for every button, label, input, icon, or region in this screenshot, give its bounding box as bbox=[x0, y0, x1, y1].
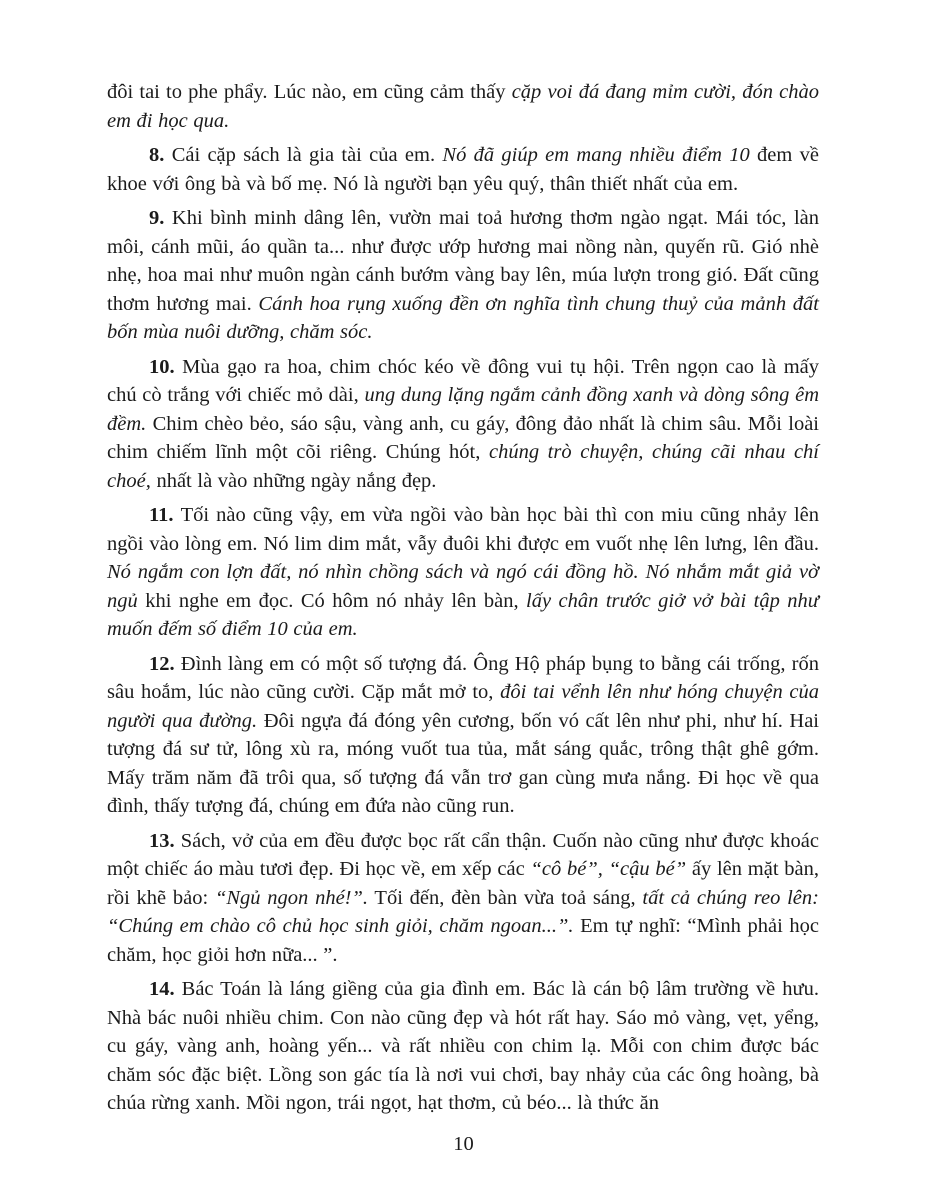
text-run: Khi bình minh dâng lên, vườn mai toả hương thơm ngào ngạt. Mái tóc, làn môi, cánh mũi, áo quần ta... như được ướp hương mai nồng nàn, quyến rũ. Gió nhè nhẹ, hoa mai như muôn ngàn cánh bướm vàng bay lên, múa lượn trong gió. Đất cũng thơm hương mai. bbox=[107, 207, 820, 315]
paragraph bbox=[107, 501, 819, 644]
text-run: Chim chèo bẻo, sáo sậu, vàng anh, cu gáy, đông đảo nhất là chim sâu. Mỗi loài chim chiếm lĩnh một cõi riêng. Chúng hót, bbox=[107, 412, 819, 463]
text-column bbox=[107, 78, 819, 1124]
italic-text-run: chúng trò chuyện, chúng cãi nhau chí choé, bbox=[107, 441, 819, 492]
paragraph bbox=[107, 204, 819, 347]
italic-text-run: Cánh hoa rụng xuống đền ơn nghĩa tình chung thuỷ của mảnh đất bốn mùa nuôi dưỡng, chăm sóc. bbox=[107, 292, 819, 343]
text-run: đôi tai to phe phẩy. Lúc nào, em cũng cảm thấy bbox=[107, 81, 512, 103]
text-run: Cái cặp sách là gia tài của em. bbox=[171, 144, 443, 166]
italic-text-run: tất cả chúng reo lên: “Chúng em chào cô chủ học sinh giỏi, chăm ngoan...”. bbox=[107, 886, 819, 937]
paragraph bbox=[107, 78, 819, 135]
italic-text-run: “cô bé”, “cậu bé” bbox=[530, 858, 687, 880]
text-run: Bác Toán là láng giềng của gia đình em. Bác là cán bộ lâm trường về hưu. Nhà bác nuôi nhiều chim. Con nào cũng đẹp và hót rất hay. Sáo mỏ vàng, vẹt, yểng, cu gáy, vàng anh, hoàng yến... và rất nhiều con chim lạ. Mỗi con chim được bác chăm sóc đặc biệt. Lồng son gác tía là nơi vui chơi, bay nhảy của các ông hoàng, bà chúa rừng xanh. Mồi ngon, trái ngọt, hạt thơm, củ béo... là thức ăn bbox=[107, 978, 820, 1114]
paragraph-number: 11. bbox=[149, 504, 181, 526]
italic-text-run: đôi tai vểnh lên như hóng chuyện của người qua đường. bbox=[107, 681, 820, 732]
text-run: khi nghe em đọc. Có hôm nó nhảy lên bàn, bbox=[137, 589, 527, 612]
text-run: Đôi ngựa đá đóng yên cương, bốn vó cất lên như phi, như hí. Hai tượng đá sư tử, lông xù ra, móng vuốt tua tủa, mắt sáng quắc, trông thật ghê gớm. Mấy trăm năm đã trôi qua, số tượng đá vẫn trơ gan cùng mưa nắng. Đi học về qua đình, thấy tượng đá, chúng em đứa nào cũng run. bbox=[107, 709, 819, 817]
paragraph-number: 14. bbox=[149, 978, 182, 1000]
italic-text-run: Nó đã giúp em mang nhiều điểm 10 bbox=[442, 144, 750, 166]
paragraph-number: 8. bbox=[149, 144, 172, 166]
text-run: Mùa gạo ra hoa, chim chóc kéo về đông vui tụ hội. Trên ngọn cao là mấy chú cò trắng với chiếc mỏ dài, bbox=[107, 355, 819, 406]
italic-text-run: lấy chân trước giở vở bài tập như muốn đếm số điểm 10 của em. bbox=[107, 589, 819, 640]
paragraph-number: 10. bbox=[149, 355, 183, 378]
italic-text-run: Nó ngắm con lợn đất, nó nhìn chồng sách và ngó cái đồng hồ. Nó nhắm mắt giả vờ ngủ bbox=[107, 561, 819, 612]
text-run: đem về khoe với ông bà và bố mẹ. Nó là người bạn yêu quý, thân thiết nhất của em. bbox=[107, 144, 819, 195]
italic-text-run: cặp voi đá đang mỉm cười, đón chào em đi học qua. bbox=[107, 81, 819, 132]
text-run: Tối nào cũng vậy, em vừa ngồi vào bàn học bài thì con miu cũng nhảy lên ngồi vào lòng em. Nó lim dim mắt, vẫy đuôi khi được em vuốt nhẹ lên lưng, lên đầu. bbox=[107, 504, 819, 555]
paragraph-number: 12. bbox=[149, 652, 181, 675]
paragraph bbox=[107, 650, 819, 821]
paragraph bbox=[107, 827, 819, 970]
text-run: Tối đến, đèn bàn vừa toả sáng, bbox=[368, 886, 643, 909]
page-number: 10 bbox=[453, 1133, 474, 1155]
text-run: Em tự nghĩ: “Mình phải học chăm, học giỏi hơn nữa... ”. bbox=[107, 915, 819, 966]
italic-text-run: ung dung lặng ngắm cảnh đồng xanh và dòng sông êm đềm. bbox=[107, 384, 819, 435]
paragraph bbox=[107, 975, 819, 1118]
paragraph bbox=[107, 353, 819, 496]
paragraph-number: 13. bbox=[149, 829, 181, 852]
italic-text-run: “Ngủ ngon nhé!”. bbox=[214, 886, 369, 909]
text-run: Sách, vở của em đều được bọc rất cẩn thận. Cuốn nào cũng như được khoác một chiếc áo màu tươi đẹp. Đi học về, em xếp các bbox=[107, 829, 820, 880]
text-run: nhất là vào những ngày nắng đẹp. bbox=[150, 469, 437, 492]
paragraph-number: 9. bbox=[149, 207, 172, 229]
text-run: Đình làng em có một số tượng đá. Ông Hộ pháp bụng to bằng cái trống, rốn sâu hoắm, lúc nào cũng cười. Cặp mắt mở to, bbox=[107, 652, 820, 703]
paragraph bbox=[107, 141, 819, 198]
text-run: ấy lên mặt bàn, rồi khẽ bảo: bbox=[107, 858, 820, 909]
